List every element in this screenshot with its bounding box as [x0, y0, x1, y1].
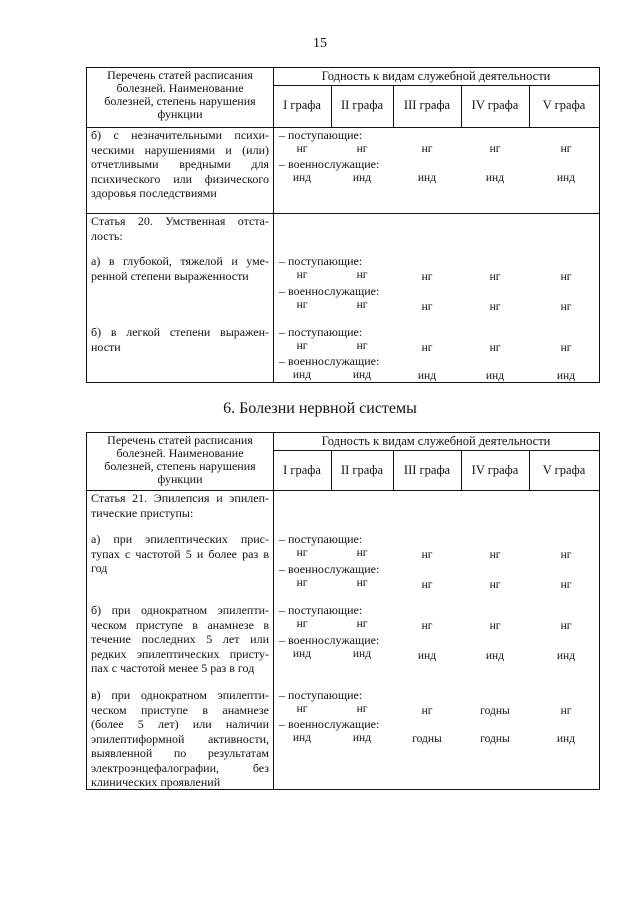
table-header-left: Перечень статей расписания болезней. Наименование болезней, степень нарушения функции	[104, 68, 256, 121]
cell-value: нг	[356, 703, 368, 715]
cell-value: нг	[489, 342, 501, 354]
cell-value: инд	[352, 369, 372, 381]
cell-value: нг	[296, 618, 308, 630]
applicants-label: – поступающие:	[279, 603, 363, 617]
servicemen-label: – военнослужащие:	[279, 157, 380, 171]
fitness-table-1	[86, 67, 600, 383]
cell-value: инд	[292, 732, 312, 744]
grafa-1: I графа	[283, 98, 321, 112]
cell-value: нг	[560, 271, 572, 283]
cell-value: нг	[356, 618, 368, 630]
cell-value: годны	[480, 733, 510, 745]
applicants-label: – поступающие:	[279, 688, 363, 702]
cell-value: нг	[560, 579, 572, 591]
cell-value: нг	[356, 143, 368, 155]
cell-value: нг	[560, 620, 572, 632]
cell-value: нг	[560, 143, 572, 155]
cell-value: нг	[296, 299, 308, 311]
cell-value: нг	[296, 269, 308, 281]
cell-value: инд	[485, 172, 505, 184]
cell-value: нг	[296, 547, 308, 559]
grafa-3: III графа	[403, 463, 451, 477]
cell-value: нг	[356, 340, 368, 352]
cell-value: нг	[356, 269, 368, 281]
grafa-5: V графа	[542, 98, 586, 112]
row-description: в) при однократном эпилепти- ческом приступе в анамнезе (более 5 лет) или наличии эпилептиформной активности, выявленной по результатам электроэнцефалографии, без клинических проявлений	[91, 688, 269, 789]
grafa-4: IV графа	[471, 463, 519, 477]
cell-value: инд	[292, 648, 312, 660]
cell-value: нг	[560, 549, 572, 561]
cell-value: годны	[412, 733, 442, 745]
servicemen-label: – военнослужащие:	[279, 633, 380, 647]
cell-value: нг	[489, 143, 501, 155]
cell-value: нг	[421, 549, 433, 561]
cell-value: инд	[352, 172, 372, 184]
applicants-label: – поступающие:	[279, 254, 363, 268]
row-description: б) с незначительными психи- ческими нарушениями и (или) отчетливыми вредными для психического или физического здоровья последствиями	[91, 128, 269, 200]
cell-value: нг	[421, 301, 433, 313]
cell-value: нг	[421, 705, 433, 717]
cell-value: нг	[421, 342, 433, 354]
cell-value: нг	[421, 271, 433, 283]
cell-value: инд	[417, 172, 437, 184]
servicemen-label: – военнослужащие:	[279, 354, 380, 368]
grafa-3: III графа	[403, 98, 451, 112]
cell-value: инд	[485, 370, 505, 382]
cell-value: инд	[292, 369, 312, 381]
article-heading: Статья 21. Эпилепсия и эпилеп- тические приступы:	[91, 491, 269, 520]
servicemen-label: – военнослужащие:	[279, 284, 380, 298]
cell-value: инд	[556, 733, 576, 745]
applicants-label: – поступающие:	[279, 325, 363, 339]
cell-value: нг	[296, 143, 308, 155]
cell-value: нг	[560, 342, 572, 354]
cell-value: нг	[489, 620, 501, 632]
cell-value: нг	[489, 549, 501, 561]
cell-value: инд	[485, 650, 505, 662]
row-description: а) при эпилептических прис- тупах с частотой 5 и более раз в год	[91, 532, 269, 575]
grafa-4: IV графа	[471, 98, 519, 112]
row-description: б) в легкой степени выражен- ности	[91, 325, 269, 354]
cell-value: инд	[417, 370, 437, 382]
cell-value: инд	[292, 172, 312, 184]
cell-value: инд	[556, 370, 576, 382]
section-title: 6. Болезни нервной системы	[223, 400, 417, 417]
applicants-label: – поступающие:	[279, 532, 363, 546]
cell-value: нг	[421, 579, 433, 591]
cell-value: нг	[489, 579, 501, 591]
cell-value: инд	[352, 732, 372, 744]
cell-value: нг	[421, 620, 433, 632]
cell-value: инд	[417, 650, 437, 662]
cell-value: нг	[560, 705, 572, 717]
cell-value: инд	[352, 648, 372, 660]
cell-value: нг	[356, 577, 368, 589]
cell-value: инд	[556, 172, 576, 184]
cell-value: нг	[356, 547, 368, 559]
grafa-2: II графа	[340, 98, 384, 112]
cell-value: нг	[560, 301, 572, 313]
table-header-left: Перечень статей расписания болезней. Наименование болезней, степень нарушения функции	[104, 433, 256, 486]
row-description: б) при однократном эпилепти- ческом приступе в анамнезе в течение последних 5 лет или редких эпилептических присту- пах с частотой менее 5 раз в год	[91, 603, 269, 675]
cell-value: нг	[489, 271, 501, 283]
cell-value: нг	[296, 340, 308, 352]
grafa-5: V графа	[542, 463, 586, 477]
fitness-table-2	[86, 432, 600, 790]
servicemen-label: – военнослужащие:	[279, 717, 380, 731]
grafa-1: I графа	[283, 463, 321, 477]
cell-value: нг	[296, 703, 308, 715]
article-heading: Статья 20. Умственная отста- лость:	[91, 214, 269, 243]
cell-value: нг	[296, 577, 308, 589]
cell-value: нг	[356, 299, 368, 311]
cell-value: годны	[480, 705, 510, 717]
cell-value: инд	[556, 650, 576, 662]
cell-value: нг	[489, 301, 501, 313]
servicemen-label: – военнослужащие:	[279, 562, 380, 576]
cell-value: нг	[421, 143, 433, 155]
table-header-right: Годность к видам служебной деятельности	[321, 69, 551, 83]
page-number: 15	[313, 36, 327, 51]
grafa-2: II графа	[340, 463, 384, 477]
table-header-right: Годность к видам служебной деятельности	[321, 434, 551, 448]
row-description: а) в глубокой, тяжелой и уме- ренной степени выраженности	[91, 254, 269, 283]
applicants-label: – поступающие:	[279, 128, 363, 142]
